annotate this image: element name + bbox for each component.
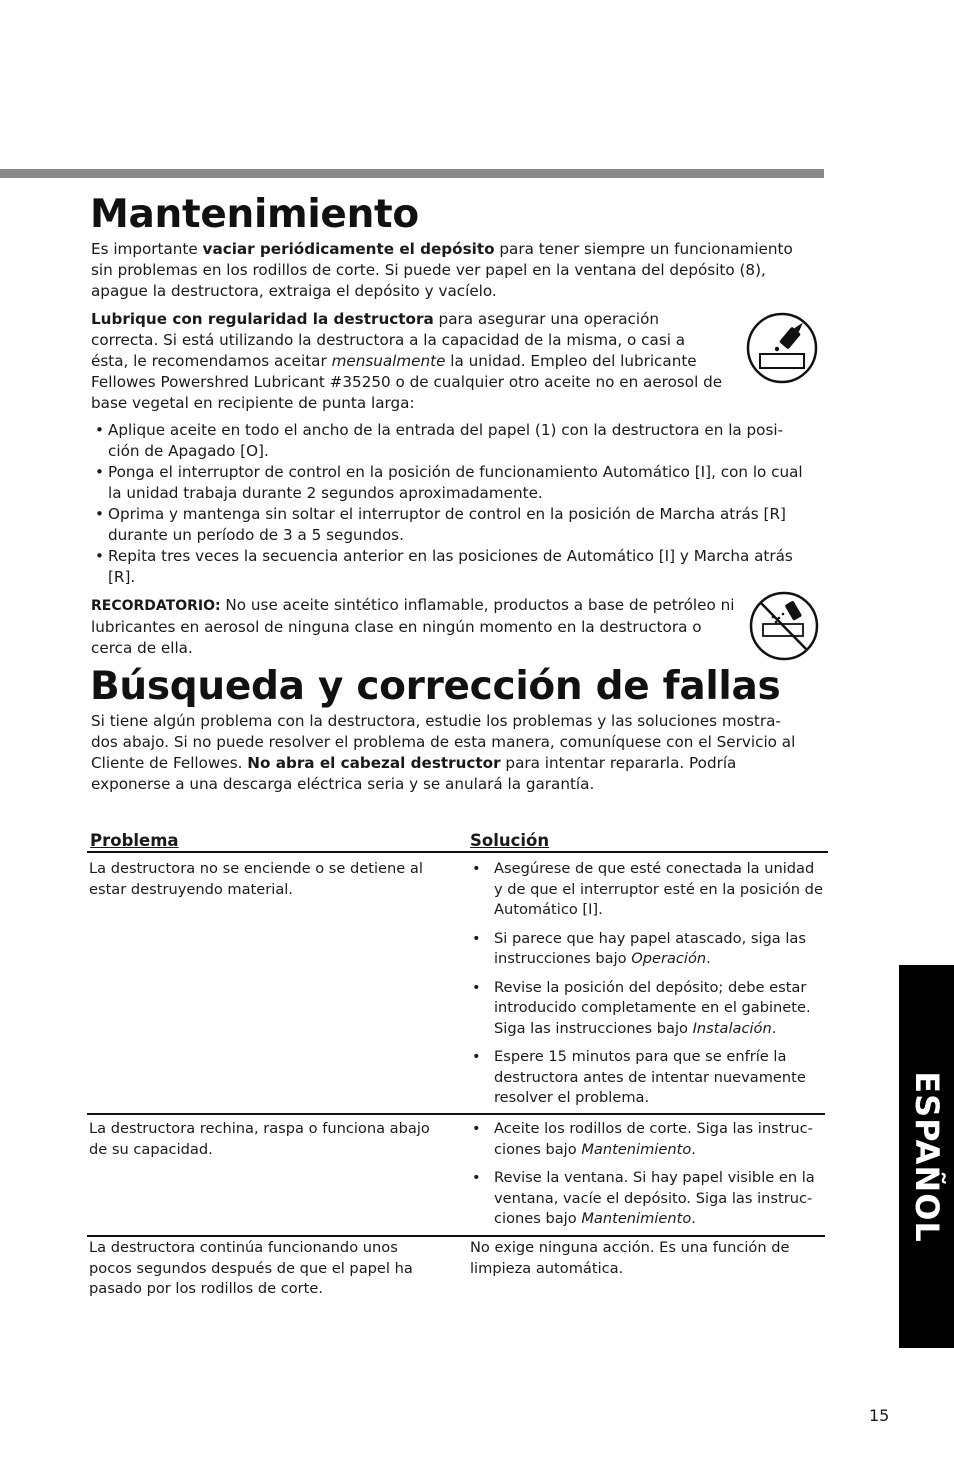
list-item: • Oprima y mantenga sin soltar el interruptor de control en la posición de Marcha atrás [R] durante un período de 3 a 5 segundos.	[92, 504, 807, 546]
column-header-solution: Solución	[470, 831, 550, 850]
list-item: • Aplique aceite en todo el ancho de la entrada del papel (1) con la destructora en la posi- ción de Apagado [O].	[92, 420, 807, 462]
problem-cell-3: La destructora continúa funcionando unos pocos segundos después de que el papel ha pasado por los rodillos de corte.	[89, 1239, 413, 1297]
maintenance-paragraph-2: Lubrique con regularidad la destructora para asegurar una operación correcta. Si está utilizando la destructora a la capacidad de la misma, o casi a ésta, le recomendamos aceitar mensualmente la unidad. Empleo del lubricante Fellowes Powershred Lubricant #35250 o de cualquier otro aceite no en aerosol de base vegetal en recipiente de punta larga:	[91, 310, 723, 412]
list-item: • Revise la posición del depósito; debe estar introducido completamente en el gabinete. Siga las instrucciones bajo Instalación.	[470, 978, 825, 1040]
problem-cell-1: La destructora no se enciende o se detiene al estar destruyendo material.	[89, 860, 423, 898]
table-header-rule	[87, 851, 828, 853]
column-header-problem: Problema	[90, 831, 179, 850]
table-row-rule	[87, 1235, 825, 1237]
language-side-tab	[899, 965, 954, 1348]
solution-cell-3: No exige ninguna acción. Es una función de limpieza automática.	[470, 1239, 790, 1277]
solution-list-1	[470, 859, 825, 1117]
page-number: 15	[869, 1406, 890, 1425]
troubleshooting-intro: Si tiene algún problema con la destructora, estudie los problemas y las soluciones mostra- dos abajo. Si no puede resolver el problema de esta manera, comuníquese con el Servicio al Cliente de Fellowes. No abra el cabezal destructor para intentar repararla. Podría exponerse a una descarga eléctrica seria y se anulará la garantía.	[91, 712, 796, 793]
maintenance-steps	[92, 420, 807, 588]
no-aerosol-icon	[749, 590, 819, 666]
reminder-note: RECORDATORIO: No use aceite sintético inflamable, productos a base de petróleo ni lubricantes en aerosol de ninguna clase en ningún momento en la destructora o cerca de ella.	[91, 596, 735, 657]
solution-list-2	[470, 1119, 825, 1238]
table-row-rule	[87, 1113, 825, 1115]
list-item: • Asegúrese de que esté conectada la unidad y de que el interruptor esté en la posición de Automático [I].	[470, 859, 825, 921]
list-item: • Espere 15 minutos para que se enfríe la destructora antes de intentar nuevamente resolver el problema.	[470, 1047, 825, 1109]
list-item: • Revise la ventana. Si hay papel visible en la ventana, vacíe el depósito. Siga las instruc- ciones bajo Mantenimiento.	[470, 1168, 825, 1230]
troubleshooting-title: Búsqueda y corrección de fallas	[90, 664, 781, 709]
language-label: ESPAÑOL	[907, 1070, 946, 1243]
list-item: • Aceite los rodillos de corte. Siga las instruc- ciones bajo Mantenimiento.	[470, 1119, 825, 1160]
list-item: • Ponga el interruptor de control en la posición de funcionamiento Automático [I], con lo cual la unidad trabaja durante 2 segundos aproximadamente.	[92, 462, 807, 504]
list-item: • Si parece que hay papel atascado, siga las instrucciones bajo Operación.	[470, 929, 825, 970]
problem-cell-2: La destructora rechina, raspa o funciona abajo de su capacidad.	[89, 1120, 430, 1158]
maintenance-title: Mantenimiento	[90, 192, 419, 237]
maintenance-paragraph-1: Es importante vaciar periódicamente el depósito para tener siempre un funcionamiento sin problemas en los rodillos de corte. Si puede ver papel en la ventana del depósito (8), apague la destructora, extraiga el depósito y vacíelo.	[91, 240, 793, 300]
top-rule	[0, 169, 824, 178]
list-item: • Repita tres veces la secuencia anterior en las posiciones de Automático [I] y Marcha atrás [R].	[92, 546, 807, 588]
oil-bottle-icon	[746, 312, 818, 388]
